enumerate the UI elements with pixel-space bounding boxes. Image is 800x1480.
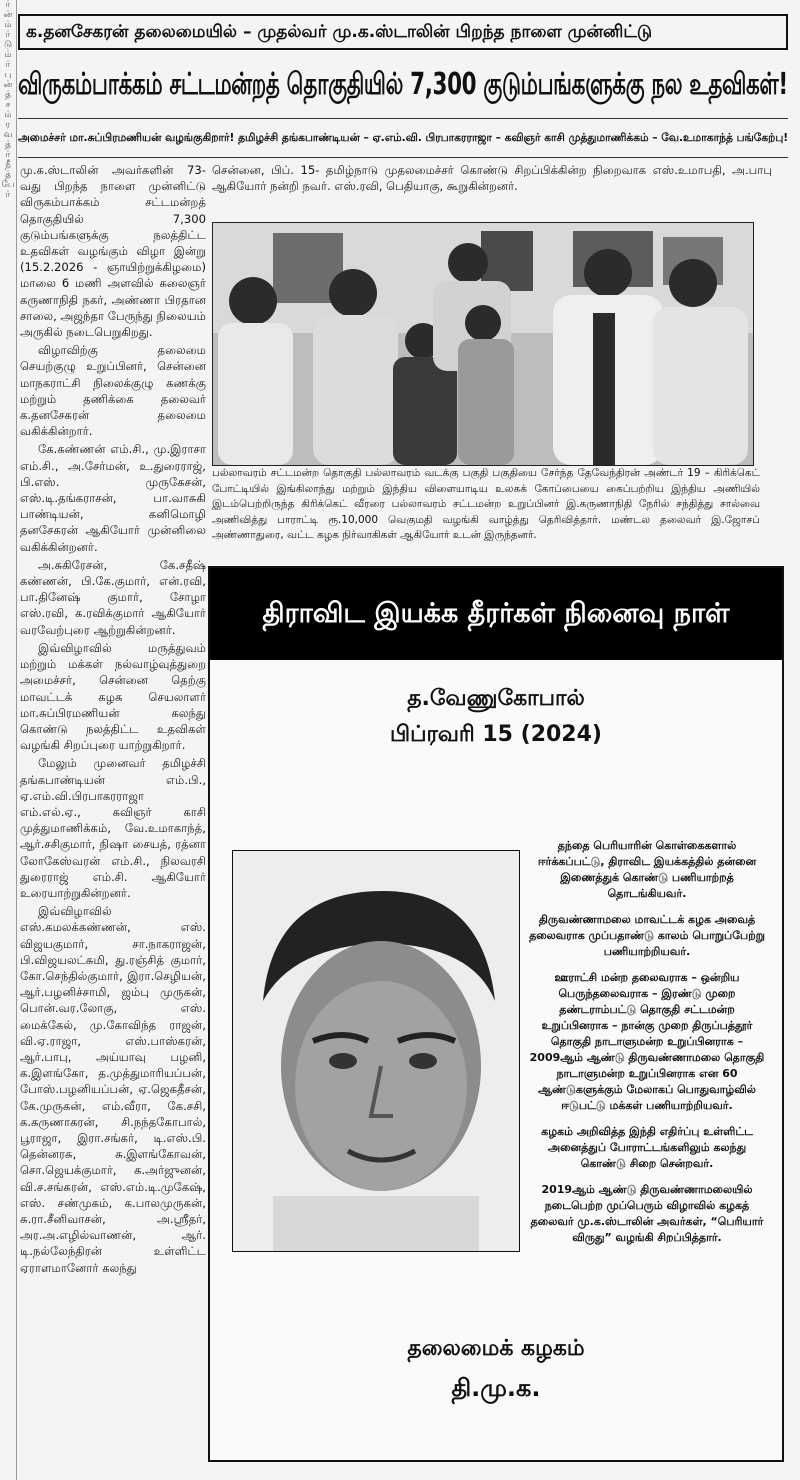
strip-glyph: ன் xyxy=(3,80,13,90)
memorial-biography xyxy=(528,838,766,1256)
bio-paragraph: ஊராட்சி மன்ற தலைவராக – ஒன்றிய பெருந்தலைவராக – இரண்டு முறை தண்டராம்பட்டு தொகுதி சட்டமன்ற உறுப்பினராக – நான்கு முறை திருப்பத்தூர் தொகுதி நாடாளுமன்ற உறுப்பினராக – 2009ஆம் ஆண்டு திருவண்ணாமலை தொகுதி நாடாளுமன்ற உறுப்பினராக என 60 ஆண்டுகளுக்கும் மேலாகப் பொதுவாழ்வில் ஈடுபட்டு மக்கள் பணியாற்றியவர். xyxy=(529,971,765,1112)
article-paragraph: மேலும் முனைவர் தமிழச்சி தங்கபாண்டியன் எம்.பி., ஏ.எம்.வி.பிரபாகரராஜா எம்.எல்.ஏ., கவிஞர் காசி முத்துமாணிக்கம், வே.உமாகாந்த், ஆர்.சசிகுமார், நிஷா சையத், ரத்னா லோகேஸ்வரன் எம்.சி., நிலவரசி துரைராஜ் எம்.சி. ஆகியோர் உரையாற்றுகின்றனர். xyxy=(20,756,206,900)
strip-glyph: ர் xyxy=(5,60,11,70)
article-paragraph: கே.கண்ணன் எம்.சி., மு.இராசா எம்.சி., அ.சேர்மன், உ.துரைராஜ், பி.எஸ். முருகேசன், எஸ்.டி.தங்கராசன், பா.வாசுகி பாண்டியன், கனிமொழி தனசேகரன் ஆகியோர் முன்னிலை வகிக்கின்றனர். xyxy=(20,442,206,554)
article-paragraph: இவ்விழாவில் மருத்துவம் மற்றும் மக்கள் நல்வாழ்வுத்துறை அமைச்சர், சென்னை தெற்கு மாவட்டக் கழக செயலாளர் மா.சுப்பிரமணியன் கலந்து கொண்டு நலத்திட்ட உதவிகள் வழங்கி சிறப்புரை யாற்றுகிறார். xyxy=(20,640,206,753)
memorial-title: திராவிட இயக்க தீரர்கள் நினைவு நாள் xyxy=(210,568,782,660)
strip-glyph: பு xyxy=(4,70,12,80)
strip-glyph: நீ xyxy=(5,160,11,170)
strip-glyph: த் xyxy=(5,140,11,150)
memorial-footer-org: தலைமைக் கழகம் xyxy=(407,1336,585,1361)
strip-glyph: ம் xyxy=(4,50,12,60)
strip-glyph: ர் xyxy=(5,30,11,40)
kicker-headline: க.தனசேகரன் தலைமையில் – முதல்வர் மு.க.ஸ்டாலின் பிறந்த நாளை முன்னிட்டு xyxy=(18,14,788,50)
memorial-date: பிப்ரவரி 15 (2024) xyxy=(390,722,602,747)
group-photo-illustration xyxy=(213,223,753,465)
bio-paragraph: திருவண்ணாமலை மாவட்டக் கழக அவைத் தலைவராக முப்பதாண்டு காலம் பொறுப்பேற்று பணியாற்றியவர். xyxy=(529,913,765,958)
photo-caption: பல்லாவரம் சட்டமன்ற தொகுதி பல்லாவரம் வடக்கு பகுதி பகுதியை சேர்ந்த தேவேந்திரன் அண்டர் 19 – கிரிக்கெட் போட்டியில் இங்கிலாந்து மற்றும் இந்திய விளையாடிய உலகக் கோப்பையை கைப்பற்றிய இந்திய அணியில் இடம்பெற்றிருந்த கிரிக்கெட் வீரரை பல்லாவரம் சட்டமன்ற உறுப்பினர் இ.கருணாநிதி நேரில் சந்தித்து சால்வை அணிவித்து பாராட்டி ரூ.10,000 வெகுமதி வழங்கி வாழ்த்து தெரிவித்தார். மண்டல தலைவர் இ.ஜோசப் அண்ணாதுரை, வட்ட கழக நிர்வாகிகள் ஆகியோர் உடன் இருந்தனர். xyxy=(212,467,760,541)
memorial-footer-party: தி.மு.க. xyxy=(451,1374,541,1402)
article-paragraph: மு.க.ஸ்டாலின் அவர்களின் 73-வது பிறந்த நாளை முன்னிட்டு விருகம்பாக்கம் சட்டமன்றத் தொகுதியில் 7,300 குடும்பங்களுக்கு நலத்திட்ட உதவிகள் வழங்கும் விழா இன்று (15.2.2026 - ஞாயிற்றுக்கிழமை) மாலை 6 மணி அளவில் கலைஞர் கருணாநிதி நகர், அண்ணா பிரதான சாலை, அஜந்தா பேருந்து நிலையம் அருகில் நடைபெறுகிறது. xyxy=(20,163,206,340)
article-paragraph: இவ்விழாவில் எஸ்.கமலக்கண்ணன், எஸ். விஜயகுமார், சா.நாகராஜன், பி.விஜயலட்சுமி, து.ரஞ்சித் குமார், கோ.செந்தில்குமார், இரா.செழியன், ஆர்.பழனிச்சாமி, ஜம்பு முருகன், பொன்.வர.லோகு, எஸ். மைக்கேல், மு.கோவிந்த ராஜன், வி.ஏ.ராஜா, எஸ்.பாஸ்கரன், ஆர்.பாபு, அய்யாவு பழனி, க.இளங்கோ, த.முத்துமாரியப்பன், போஸ்.பழனியப்பன், ஏ.ஜெகதீசன், கே.முருகன், எம்.வீரா, கே.சசி, க.கருணாகரன், சி.நந்தகோபால், பூராஜா, இரா.சங்கர், டி.எஸ்.பி. தென்னரசு, சு.இளங்கோவன், சொ.ஜெயக்குமார், க.அர்ஜுனன், வி.ச.சங்கரன், எஸ்.எம்.டி.முகேஷ், எஸ். சண்முகம், க.பாலமுருகன், சு.ரா.சீனிவாசன், அ.ஸ்ரீதர், அர.அ.எழில்வாணன், ஆர். டி.நல்லேந்திரன் உள்ளிட்ட ஏராளமானோர் கலந்து xyxy=(20,904,206,1275)
strip-glyph: வ xyxy=(3,130,13,140)
strip-glyph: ர் xyxy=(5,0,11,10)
main-headline: விருகம்பாக்கம் சட்டமன்றத் தொகுதியில் 7,300 குடும்பங்களுக்கு நல உதவிகள்! xyxy=(18,67,788,102)
dateline-paragraph: சென்னை, பிப். 15- தமிழ்நாடு முதலமைச்சர் கொண்டு சிறப்பிக்கின்ற நிறைவாக எஸ்.உமாபதி, அ.பாபு ஆகியோர் நன்றி நவர். எஸ்.ரவி, பெதியாகு, கூறுகின்றனர். xyxy=(212,163,772,193)
bio-paragraph: 2019ஆம் ஆண்டு திருவண்ணாமலையில் நடைபெற்ற முப்பெரும் விழாவில் கழகத் தலைவர் மு.க.ஸ்டாலின் அவர்கள், “பெரியார் விருது” வழங்கி சிறப்பித்தார். xyxy=(530,1183,764,1244)
strip-glyph: பே xyxy=(1,180,15,190)
strip-glyph: ச xyxy=(5,100,11,110)
subheadline: அமைச்சர் மா.சுப்பிரமணியன் வழங்குகிறார்! தமிழச்சி தங்கபாண்டியன் – ஏ.எம்.வி. பிரபாகரராஜா – கவிஞர் காசி முத்துமாணிக்கம் – வே.உமாகாந்த் பங்கேற்பு! xyxy=(18,118,788,158)
memorial-notice xyxy=(208,566,784,1462)
strip-glyph: ர xyxy=(5,120,11,130)
article-column xyxy=(20,162,206,1480)
strip-glyph: ம் xyxy=(4,110,12,120)
article-paragraph: அ.சுகிரேசன், கே.சதீஷ் கண்ணன், பி.கே.குமார், என்.ரவி, பா.தினேஷ் குமார், சோழா எஸ்.ரவி, க.ரவிக்குமார் ஆகியோர் வரவேற்புரை ஆற்றுகின்றனர். xyxy=(20,557,206,637)
strip-glyph: த் xyxy=(5,170,11,180)
strip-glyph: ன் xyxy=(3,10,13,20)
strip-glyph: த் xyxy=(5,90,11,100)
article-paragraph: விழாவிற்கு தலைமை செயற்குழு உறுப்பினர், சென்னை மாநகராட்சி நிலைக்குழு கணக்கு மற்றும் தணிக்கை தலைவர் க.தனசேகரன் தலைமை வகிக்கின்றார். xyxy=(20,343,206,439)
strip-glyph: டு xyxy=(3,40,13,50)
strip-glyph: ம் xyxy=(4,20,12,30)
news-photo xyxy=(212,222,754,466)
bio-paragraph: கழகம் அறிவித்த இந்தி எதிர்ப்பு உள்ளிட்ட அனைத்துப் போராட்டங்களிலும் கலந்து கொண்டு சிறை சென்றவர். xyxy=(541,1125,753,1170)
strip-glyph: ர் xyxy=(5,150,11,160)
bio-paragraph: தந்தை பெரியாரின் கொள்கைகளால் ஈர்க்கப்பட்டு, திராவிட இயக்கத்தில் தன்னை இணைத்துக் கொண்டு பணியாற்றத் தொடங்கியவர். xyxy=(537,839,757,900)
portrait-photo xyxy=(232,850,520,1252)
portrait-illustration xyxy=(233,851,519,1251)
left-edge-strip xyxy=(0,0,17,1480)
memorial-name: த.வேணுகோபால் xyxy=(407,686,585,711)
strip-glyph: ர் xyxy=(5,190,11,200)
